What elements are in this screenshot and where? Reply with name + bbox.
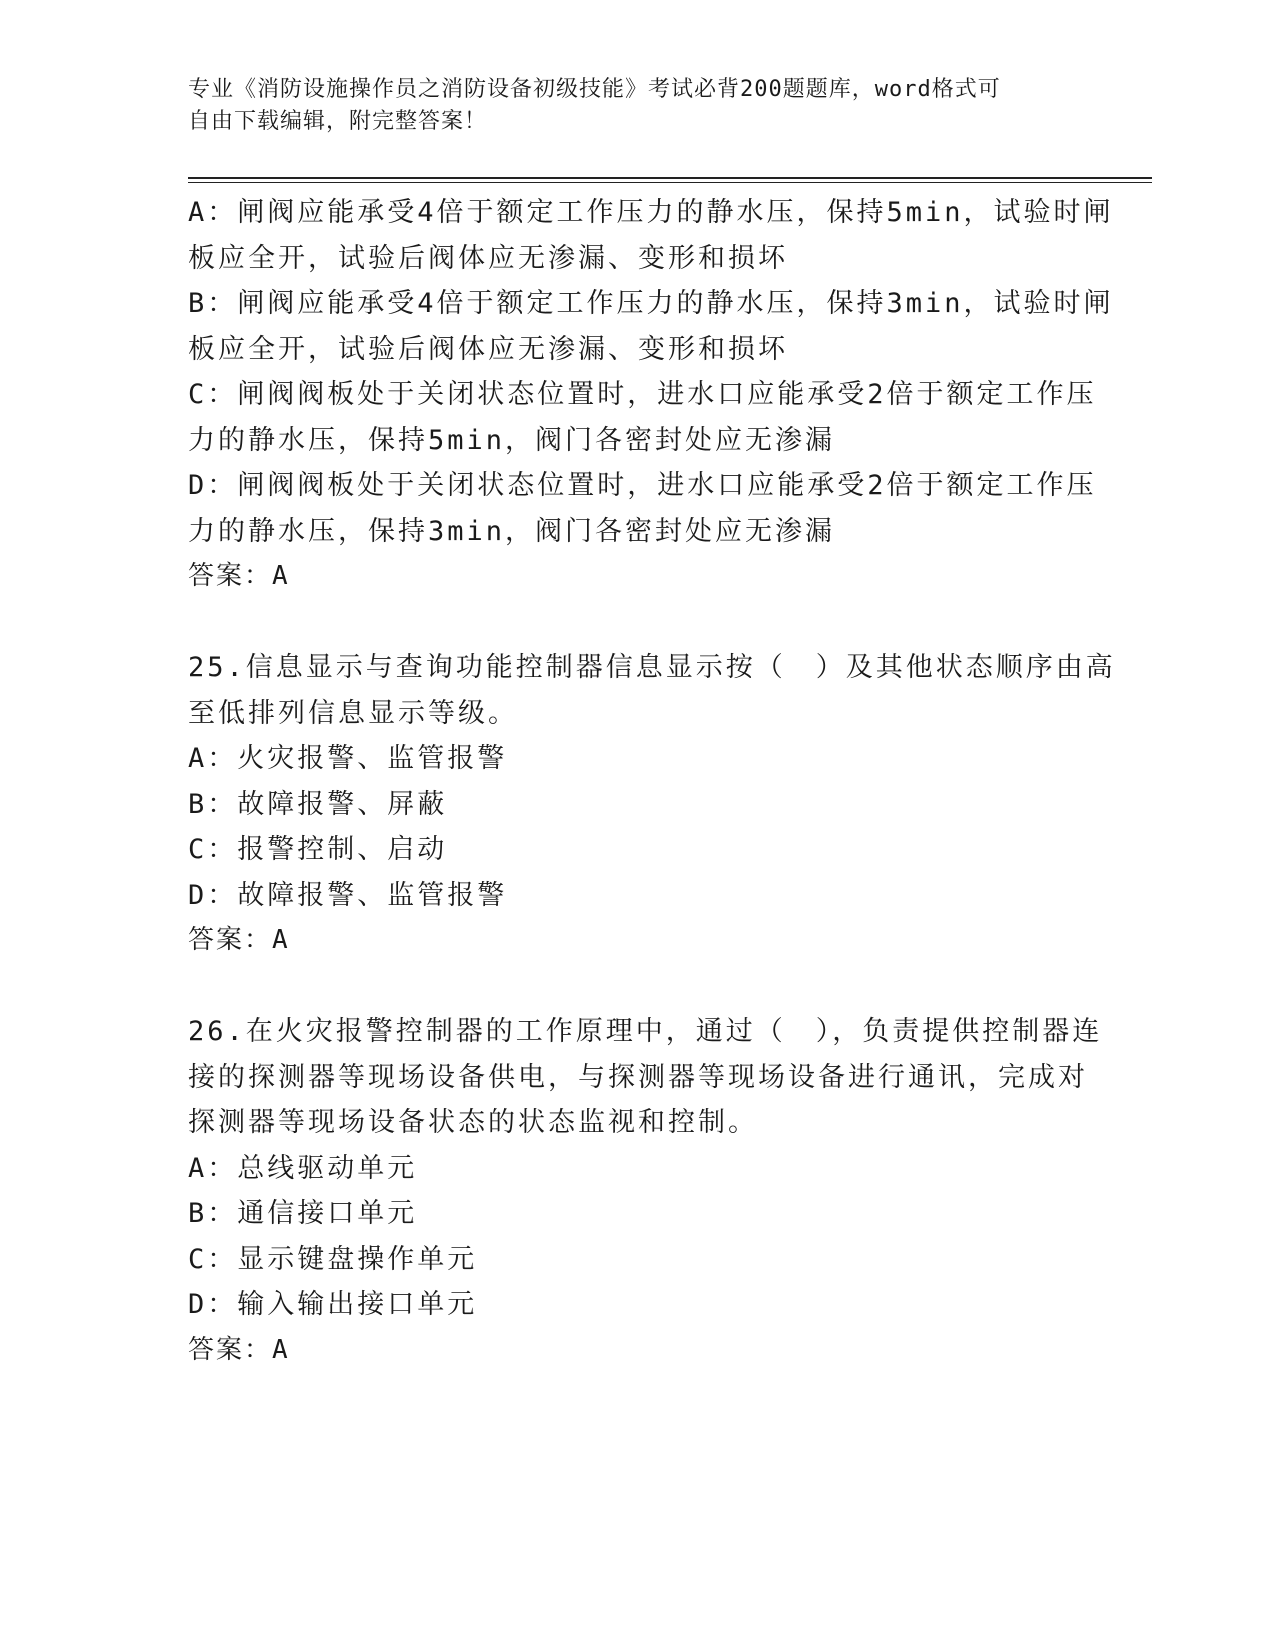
question-26-stem-line-2: 接的探测器等现场设备供电，与探测器等现场设备进行通讯，完成对 <box>188 1061 1088 1093</box>
question-24-options <box>188 190 1114 600</box>
header-line-1: 专业《消防设施操作员之消防设备初级技能》考试必背200题题库，word格式可 <box>188 77 1001 102</box>
option-c: C：报警控制、启动 <box>188 834 448 865</box>
option-b-line-2: 板应全开，试验后阀体应无渗漏、变形和损坏 <box>188 333 788 365</box>
option-d-line-1: D：闸阀阀板处于关闭状态位置时，进水口应能承受2倍于额定工作压 <box>188 470 1097 501</box>
question-25-stem-line-1: 25.信息显示与查询功能控制器信息显示按（ ）及其他状态顺序由高 <box>188 652 1116 683</box>
option-b: B：故障报警、屏蔽 <box>188 788 448 820</box>
question-25 <box>188 645 1116 964</box>
option-a: A：火灾报警、监管报警 <box>188 743 508 774</box>
option-b-line-1: B：闸阀应能承受4倍于额定工作压力的静水压，保持3min，试验时闸 <box>188 288 1114 319</box>
header-rule-thin <box>188 182 1152 183</box>
question-26-stem-line-1: 26.在火灾报警控制器的工作原理中，通过（ ），负责提供控制器连 <box>188 1016 1103 1047</box>
question-spacer <box>188 600 1088 646</box>
option-b: B：通信接口单元 <box>188 1198 418 1229</box>
answer-24: 答案：A <box>188 561 290 591</box>
header-rule-thick <box>188 177 1152 179</box>
option-c-line-1: C：闸阀阀板处于关闭状态位置时，进水口应能承受2倍于额定工作压 <box>188 379 1097 410</box>
option-a: A：总线驱动单元 <box>188 1152 418 1184</box>
question-26 <box>188 1009 1103 1373</box>
question-list <box>188 190 1116 1373</box>
option-d: D：故障报警、监管报警 <box>188 879 508 911</box>
option-a-line-1: A：闸阀应能承受4倍于额定工作压力的静水压，保持5min，试验时闸 <box>188 197 1114 228</box>
option-c: C：显示键盘操作单元 <box>188 1243 478 1275</box>
option-d-line-2: 力的静水压，保持3min，阀门各密封处应无渗漏 <box>188 515 836 547</box>
option-a-line-2: 板应全开，试验后阀体应无渗漏、变形和损坏 <box>188 242 788 274</box>
page-header <box>188 74 1068 138</box>
question-26-stem-line-3: 探测器等现场设备状态的状态监视和控制。 <box>188 1107 758 1138</box>
option-c-line-2: 力的静水压，保持5min，阀门各密封处应无渗漏 <box>188 424 836 456</box>
answer-26: 答案：A <box>188 1334 290 1365</box>
question-spacer <box>188 964 1088 1010</box>
answer-25: 答案：A <box>188 925 290 955</box>
option-d: D：输入输出接口单元 <box>188 1289 478 1320</box>
header-line-2: 自由下载编辑，附完整答案！ <box>188 109 488 134</box>
question-25-stem-line-2: 至低排列信息显示等级。 <box>188 697 518 729</box>
